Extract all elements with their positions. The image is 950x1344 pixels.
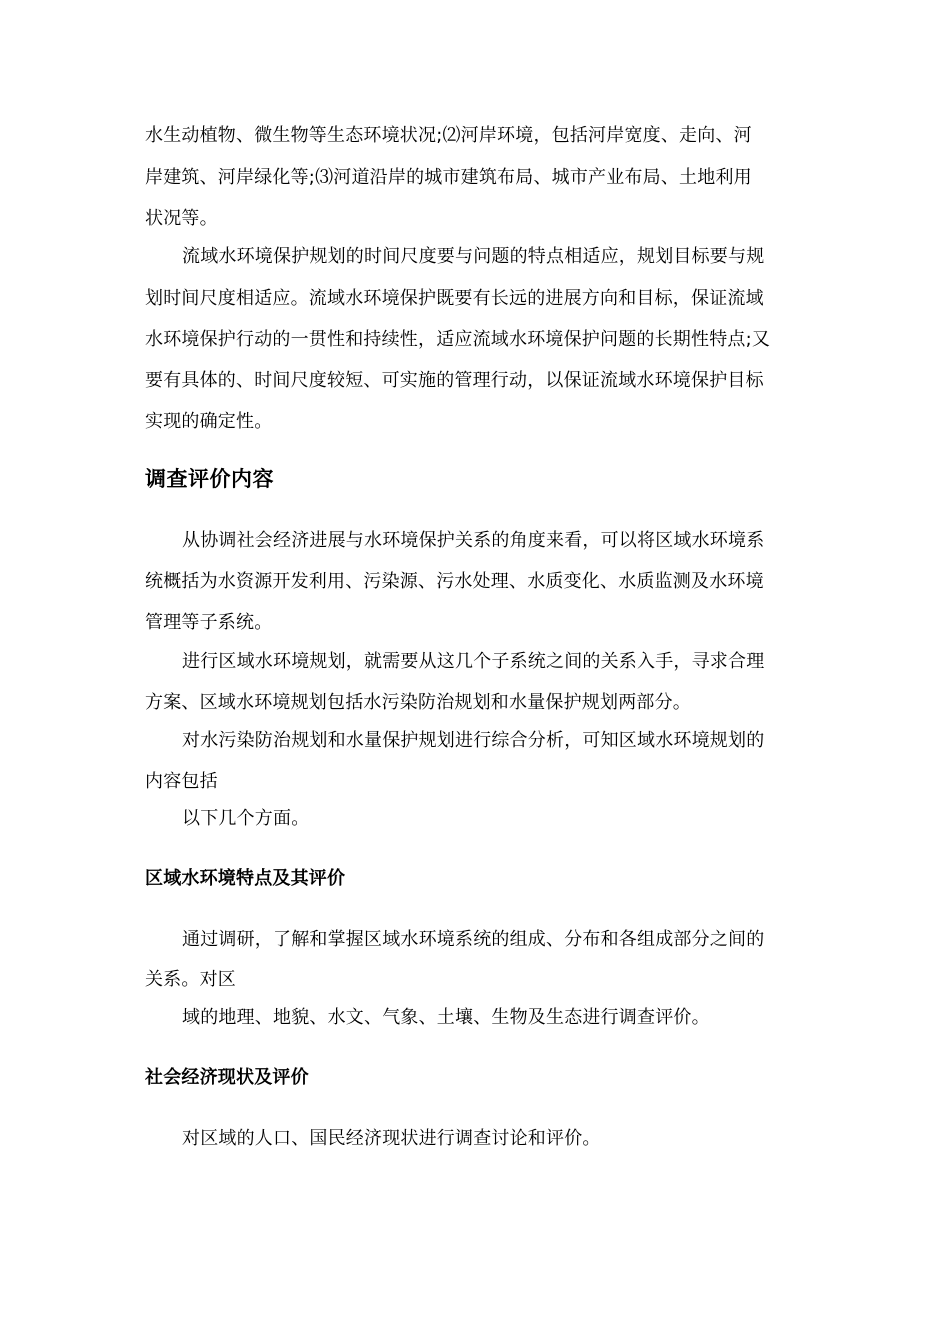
- paragraph-line: 对水污染防治规划和水量保护规划进行综合分析，可知区域水环境规划的: [182, 730, 765, 751]
- paragraph-line: 关系。对区: [145, 969, 236, 990]
- paragraph-line: 统概括为水资源开发利用、污染源、污水处理、水质变化、水质监测及水环境: [145, 571, 764, 592]
- subsection-heading: 社会经济现状及评价: [145, 1067, 309, 1088]
- paragraph-line: 域的地理、地貌、水文、气象、土壤、生物及生态进行调查评价。: [182, 1007, 710, 1028]
- paragraph-line: 以下几个方面。: [182, 808, 310, 829]
- paragraph-line: 对区域的人口、国民经济现状进行调查讨论和评价。: [182, 1128, 601, 1149]
- paragraph-line: 通过调研，了解和掌握区域水环境系统的组成、分布和各组成部分之间的: [182, 929, 765, 950]
- paragraph-line: 流域水环境保护规划的时间尺度要与问题的特点相适应，规划目标要与规: [182, 246, 765, 267]
- paragraph-line: 水环境保护行动的一贯性和持续性，适应流域水环境保护问题的长期性特点;又: [145, 329, 771, 350]
- paragraph-line: 方案、区域水环境规划包括水污染防治规划和水量保护规划两部分。: [145, 692, 691, 713]
- paragraph-line: 从协调社会经济进展与水环境保护关系的角度来看，可以将区域水环境系: [182, 530, 765, 551]
- paragraph-line: 水生动植物、微生物等生态环境状况;⑵河岸环境，包括河岸宽度、走向、河: [145, 125, 752, 146]
- paragraph-line: 岸建筑、河岸绿化等;⑶河道沿岸的城市建筑布局、城市产业布局、土地利用: [145, 167, 752, 188]
- paragraph-line: 划时间尺度相适应。流域水环境保护既要有长远的进展方向和目标，保证流域: [145, 288, 764, 309]
- paragraph-line: 状况等。: [145, 208, 218, 229]
- paragraph-line: 管理等子系统。: [145, 612, 273, 633]
- paragraph-line: 实现的确定性。: [145, 411, 273, 432]
- paragraph-line: 内容包括: [145, 771, 218, 792]
- paragraph-line: 进行区域水环境规划，就需要从这几个子系统之间的关系入手，寻求合理: [182, 651, 765, 672]
- paragraph-line: 要有具体的、时间尺度较短、可实施的管理行动，以保证流域水环境保护目标: [145, 370, 764, 391]
- subsection-heading: 区域水环境特点及其评价: [145, 868, 346, 889]
- section-heading: 调查评价内容: [145, 467, 274, 491]
